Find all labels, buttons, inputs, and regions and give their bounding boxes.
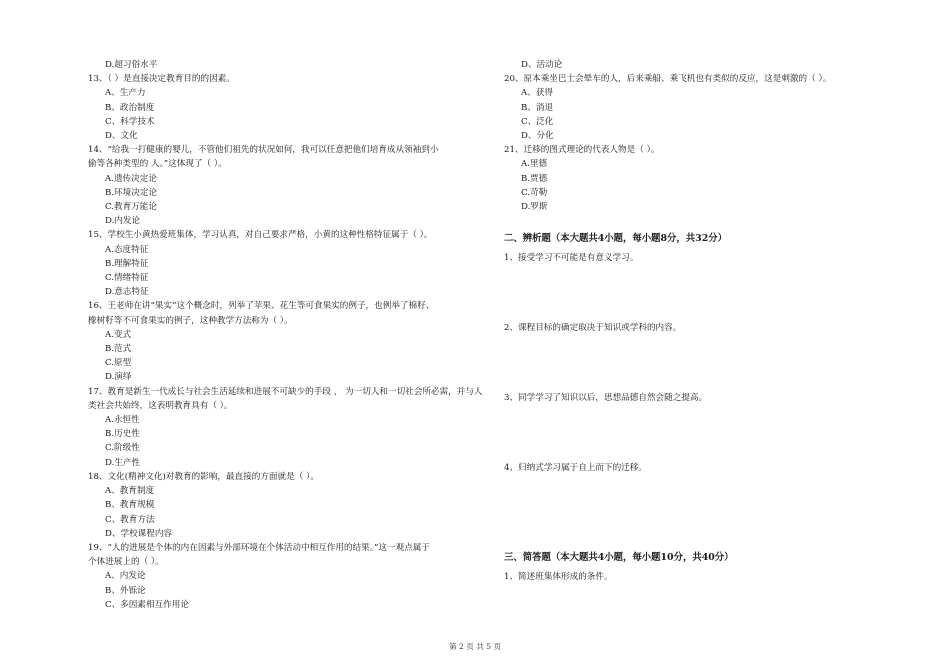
- page-footer: 第 2 页 共 5 页: [448, 642, 502, 651]
- answer-option: B.环境决定论: [105, 187, 158, 198]
- answer-option: A.变式: [105, 329, 132, 340]
- answer-option: C、泛化: [521, 116, 554, 127]
- answer-option: B.理解特征: [105, 258, 149, 269]
- question-text: 14、“给我一打健康的婴儿，不管他们祖先的状况如何，我可以任意把他们培育成从领袖到小: [88, 145, 439, 156]
- answer-option: A.态度特征: [105, 244, 149, 255]
- answer-option: B.范式: [105, 344, 132, 355]
- answer-option: C.情绪特征: [105, 273, 149, 284]
- section-3-title: 三、简答题（本大题共4小题，每小题10分，共40分）: [504, 552, 734, 564]
- answer-option: C.教育万能论: [105, 202, 157, 213]
- question-text: 16、王老师在讲“果实”这个概念时，列举了苹果、花生等可食果实的例子，也例举了棉籽、: [88, 301, 435, 312]
- answer-option: A.永恒性: [105, 415, 140, 426]
- section-2-question-4: 4、归纳式学习属于自上而下的迁移。: [504, 463, 647, 474]
- answer-option: C、科学技术: [105, 116, 155, 127]
- answer-option: B、消退: [521, 102, 554, 113]
- answer-space: [504, 475, 874, 533]
- answer-option: D、文化: [105, 131, 138, 142]
- answer-option: C.苛勒: [521, 187, 548, 198]
- answer-option: A、生产力: [105, 88, 146, 99]
- answer-option: C.原型: [105, 358, 132, 369]
- answer-option: B.贾德: [521, 173, 548, 184]
- answer-option: D、学校课程内容: [105, 528, 173, 539]
- answer-option: B、政治制度: [105, 102, 155, 113]
- question-text: 21、迁移的图式理论的代表人物是（ ）。: [504, 145, 660, 156]
- right-question-list: [504, 58, 874, 214]
- answer-option: D.罗斯: [521, 202, 548, 213]
- answer-option: D.演绎: [105, 372, 132, 383]
- left-column: [88, 58, 483, 612]
- answer-option: D、活动论: [521, 60, 563, 70]
- right-column: [504, 58, 874, 584]
- question-text: 20、原本乘坐巴士会晕车的人，后来乘船、乘飞机也有类似的反应，这是刺激的（ ）。: [504, 74, 832, 85]
- question-text-continued: 偷等各种类型的 人。”这体现了（ ）。: [88, 159, 227, 170]
- section-2-question-2: 2、课程目标的确定取决于知识或学科的内容。: [504, 323, 682, 334]
- question-text: 18、文化(精神文化)对教育的影响，最直接的方面就是（ ）。: [88, 471, 319, 482]
- section-2-question-3: 3、同学学习了知识以后，思想品德自然会随之提高。: [504, 393, 708, 404]
- answer-option: D.意志特征: [105, 287, 149, 298]
- answer-option: A、内发论: [105, 571, 146, 582]
- answer-option: D.超习俗水平: [105, 60, 158, 70]
- question-text-continued: 个体进展上的（ ）。: [88, 557, 164, 568]
- answer-option: D.内发论: [105, 216, 141, 227]
- question-text: 15、学校生小黄热爱班集体，学习认真，对自己要求严格，小黄的这种性格特征属于（ ）。: [88, 230, 433, 241]
- answer-option: C、教育方法: [105, 514, 155, 525]
- question-text: 13、（ ）是直接决定教育目的的因素。: [88, 74, 235, 85]
- question-text-continued: 橡树籽等不可食果实的例子，这种教学方法称为（ ）。: [88, 315, 293, 326]
- answer-space: [504, 405, 874, 461]
- section-2-title: 二、辨析题（本大题共4小题，每小题8分，共32分）: [504, 233, 727, 245]
- answer-option: B、教育规模: [105, 500, 155, 511]
- answer-option: A.里德: [521, 159, 548, 170]
- answer-space: [504, 335, 874, 391]
- answer-option: C、多因素相互作用论: [105, 599, 189, 610]
- question-text: 17、教育是新生一代成长与社会生活延续和进展不可缺少的手段 ， 为一切人和一切社会所必需，并与人类社会共始终，这表明教育具有（ ）。: [88, 386, 483, 411]
- answer-space: [504, 265, 874, 321]
- question-text: 19、“人的进展是个体的内在因素与外部环境在个体活动中相互作用的结果。”这一观点属于: [88, 542, 430, 553]
- answer-option: A.遗传决定论: [105, 173, 157, 184]
- answer-option: A、获得: [521, 88, 553, 99]
- answer-option: B.历史性: [105, 429, 140, 440]
- section-3-question-1: 1、简述班集体形成的条件。: [504, 572, 613, 583]
- answer-option: D、分化: [521, 131, 554, 142]
- answer-option: D.生产性: [105, 457, 141, 468]
- answer-option: C.阶级性: [105, 443, 140, 454]
- section-2-question-1: 1、接受学习不可能是有意义学习。: [504, 253, 639, 264]
- answer-option: A、教育制度: [105, 486, 155, 497]
- answer-option: B、外铄论: [105, 585, 146, 596]
